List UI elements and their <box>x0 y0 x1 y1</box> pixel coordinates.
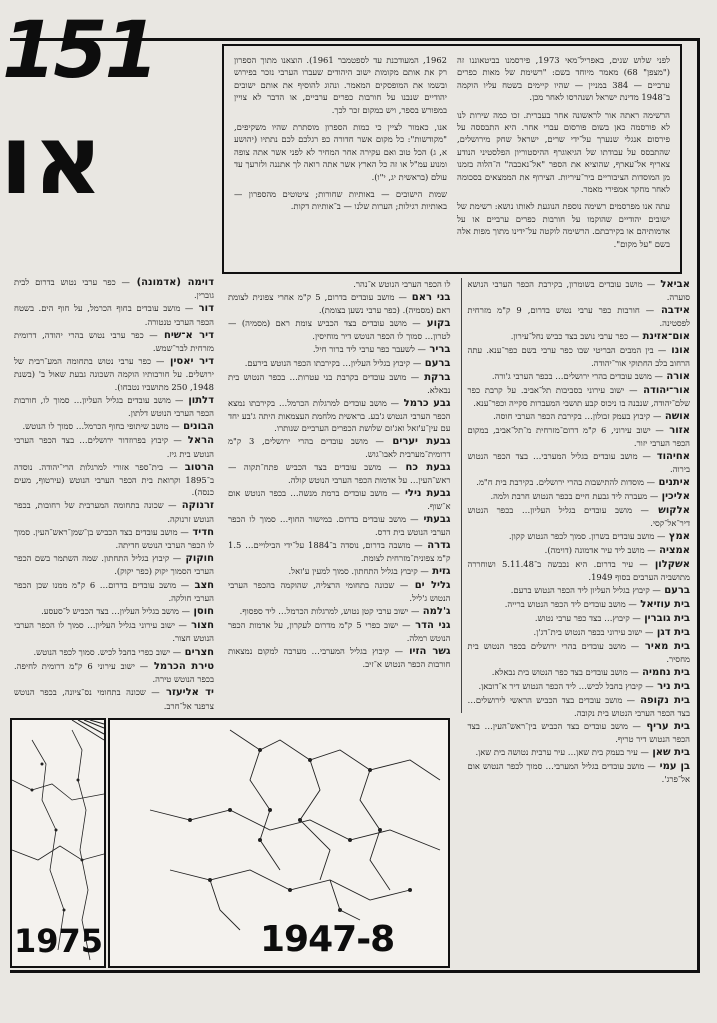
entry <box>228 343 451 356</box>
entry <box>14 552 214 577</box>
entry-name: הרטוב <box>177 461 214 473</box>
entry <box>228 278 451 290</box>
entry-text: — קיבוץ בגליל התחתון. שמה השתמר בשם הכפר הערבי הסמוך יקוק (כפר יקוק). <box>14 553 214 577</box>
entry-name: גשר הזיו <box>403 646 451 657</box>
entry-text: לו הכפר הערבי הנוטש א־נהר. <box>353 279 451 289</box>
entry <box>228 357 451 370</box>
entry <box>468 370 691 383</box>
intro-column-left <box>234 54 447 264</box>
intro-column-right <box>457 54 670 264</box>
entry-name: ג'למה <box>419 606 451 617</box>
intro-right-paragraph: עתה אנו מפרסמים רשימה נוספת הנוגעת לאותו נושא: רשימת של ישובים יהודיים שהוקמו על חורבות כפרים ערביים או על אדמותיהם או בקירבתם. הרשימה לוקטה על־ידינו מתוך מפות אלה בשם "על מקום". <box>457 201 670 249</box>
entry-name: יד אליעזר <box>159 687 214 699</box>
map-1948 <box>108 718 450 968</box>
entry <box>468 584 691 597</box>
entries-column-2 <box>222 278 451 713</box>
entry <box>228 605 451 618</box>
entry <box>228 513 451 538</box>
intro-right-paragraph: הרשימה ראתה אור לראשונה אחר בעברית. זכו כמה שירות לנו לא פורסמה כאן בשום פורסום עברי אחר. היא התבססה על פירסום אנגלי שנערך על־ידי שרים, ישראל שחק מירושלים, שהתבסס על עבודתו של הגיאוגרף ההיסטוריון הפלסטיני הנודע צאריף אל־עארף, שהוציא את הספר "אל־נאכבה" ה־הלוה בזמנו מן המוסדות הציבוריים ביר־עיריות. הצירוף את הממצאים בסכומה לאחר מחקר אמפירי מאמר. <box>457 109 670 195</box>
intro-left-paragraph: 1962, המעודכנת עד לספטמבר 1961). הוצאנו מתוך הספרון רק את אותם מקומות ישוב היהודים שעברו הערבי נזכר בפירוש ובשמו את המופסקים המאמר. ונהוג להוסיף את אותם ישובים יהודיים שנבנו על חורבות כפרים ערביים, או הדבר לא צויין במפורש בספר, ויש במקום זכר לכך. <box>234 55 447 115</box>
entry-text: — מושב עובדים בדרום, 5 ק"מ אחרי צפונית לצומת ראם (מסמיה). (כפר ערבי נשען בצומת). <box>228 292 451 315</box>
entry-name: אלקוש <box>648 505 690 516</box>
entry-name: ברעם <box>660 585 690 596</box>
entry <box>14 461 214 499</box>
entry-name: גדרה <box>422 540 451 551</box>
entry <box>468 344 691 369</box>
entry-name: בני ראם <box>406 292 451 303</box>
entry <box>468 424 691 449</box>
entry-text: — מוסדות להתישבות בהרי ירושלים. בקירבת בית ח"מ. <box>476 477 656 487</box>
entry-name: אורה <box>662 371 690 382</box>
entry <box>228 487 451 512</box>
entry <box>468 530 691 543</box>
entry-name: גבעת כח <box>397 462 451 473</box>
entry-name: אביאל <box>655 279 690 290</box>
entry-text: — קיבוץ בחבל לכיש… ליד הכפר הנטוש דיר א־דובאן. <box>478 681 654 691</box>
entry <box>228 565 451 578</box>
entry-name: אום־אזינת <box>639 331 690 342</box>
entry <box>468 384 691 409</box>
intro-left-paragraph: אנו, כאמור לציין כי כמות הספרון מוסתרת שהיו משקיפים, "מקודשות": כל מקום אשר חדורה כפ רגלכם לכם נתתיו (יהושע א, ג) הכל טוב ואם עקירה אחר המחיר לא לפני אשר אתה צופה ומנוע עמ"ל או זה כל הארץ אשר אתה רואה לך אתננה ולזרעך עד עולם (בראשית יג, י"ו). <box>234 122 447 182</box>
entry <box>468 304 691 329</box>
entry-name: גבעת נילי <box>399 488 451 499</box>
entry-text: — ישוב עירוני בכפר הנטוש בית־דג'ן. <box>533 627 654 637</box>
entry-name: בריר <box>425 344 451 355</box>
entry <box>228 291 451 316</box>
page-number: 151 <box>2 6 156 96</box>
entry-name: בקוע <box>420 318 451 329</box>
entry <box>228 619 451 644</box>
entry-name: בית נחמיה <box>638 667 690 678</box>
entry-text: — מושב עובדים בגליל העליון… סמוך לו, חורבות הכפר הערבי הנוטש דלתון. <box>14 394 214 419</box>
entry-text: — מושבה בדרום, נוסדה ב־1884 על־ידי הבילויים… 1.5 ק"מ צפונית־מזרחית לצומת. <box>228 540 451 563</box>
entry-name: בית ניר <box>653 681 690 692</box>
entry-text: — מושב עובדים בהרי ירושלים, 3 ק"מ דרומית־מערבית לאבו־גוש. <box>228 436 451 459</box>
entry-text: — עיר בדרום. היא נכבשה ב־5.11.48 ושוחררה מתושביה הערבים בסוף 1949. <box>467 559 690 582</box>
entry <box>468 278 691 303</box>
entry-text: — שכונה בתחומי נס־ציונה, בכפר הנוטש צרפנד אל־חרב. <box>14 687 214 711</box>
entry-text: — ישוב כפרי בחבל לכיש. סמוך לכפר הנוטש. <box>33 646 182 657</box>
entry-name: דור <box>193 303 214 315</box>
entry <box>228 397 451 434</box>
entry <box>14 329 214 354</box>
entry-text: — מושב שיתופי בחוף הכרמל… סמוך לו הנוטש. <box>22 421 180 432</box>
entry-text: — מושב עובדים ברמת מנשה… בכפר הנוטש אום א־שוף. <box>228 488 451 511</box>
entry-name: גבע כרמל <box>399 398 451 409</box>
entry-name: חצרים <box>181 646 214 658</box>
entry-text: — מושב עובדים בהרי ירושלים… בכפר הערבי ג'ורה. <box>491 371 663 381</box>
entry-text: — מושב עובדים בשומרון, בקירבת הכפר הערבי הנושא סוערה. <box>467 279 690 302</box>
entry <box>14 579 214 604</box>
entry-text: — מושב עובדים בדרום… 6 ק"מ ממנו שכן הכפר הערבי חולקה. <box>14 579 214 603</box>
entry-text: — מושב עובדים בקרבת בני עטרות… בכפר הנטוש בית נבאלא. <box>228 372 451 395</box>
entry <box>14 394 214 419</box>
entry-text: — מושב עובדים בגליל העליון… בכפר הנטוש דיר־אל־קסי. <box>467 505 690 528</box>
entry-text: — מושב עובדים למרגלות הכרמל… בקירבתו נמצא הכפר הערבי הנטוש ג'בע. בראשית מלחמת העצמאות היתה ג'בע יחד עם עין־ע'זאל ואג'זם שלושת הכפרים הערביים שנותרו. <box>228 398 451 433</box>
entry <box>14 302 214 327</box>
entry <box>468 410 691 423</box>
entry-name: חוקוק <box>181 553 214 565</box>
entry-name: זרנוקה <box>176 500 215 512</box>
entry-text: — מושב עובדים בהרי ירושלים בכפר הנטוש בית מחסיר. <box>467 641 690 664</box>
entry-name: בית מאיר <box>639 641 690 652</box>
entry <box>14 526 214 551</box>
entry <box>468 598 691 611</box>
entry-name: דיר א־שיח <box>157 329 215 341</box>
entry-name: ברעם <box>421 358 451 369</box>
entry <box>468 640 691 665</box>
entry <box>14 434 214 459</box>
entry-text: — מושב עובדים ליד הכפר הנטוש ברייה. <box>504 599 637 609</box>
entry <box>14 499 214 524</box>
entry-name: דלתון <box>183 394 214 406</box>
entry-text: — מושב עובדים בצד הכביש בן־שמן־ראש־העין. סמוך לו הכפר הערבי הנוטש חדיתה. <box>14 526 214 551</box>
entry-text: — שכונה בתחומה המערבית של רחובות, בכפר הנוטש זרנוקה. <box>14 500 214 524</box>
entry-name: ברקת <box>419 372 451 383</box>
entry-name: חצור <box>186 620 214 632</box>
entry <box>468 666 691 679</box>
entry-name: אושה <box>661 411 690 422</box>
entry-text: — קיבוץ בגליל העליון ליד הכפר הנטוש ברעם. <box>510 585 661 595</box>
entry <box>14 276 214 301</box>
map-year-1975: 1975 <box>14 922 104 960</box>
entry-name: דיר יאסין <box>164 356 214 368</box>
entry <box>228 539 451 564</box>
entry-text: — ישוב עירוני בסביבות תל־אביב. על קרבת כפר שלם־יהודה, שנבנה בו ניכוס קבע תושבי המעברות סקייה וכפר־ענא. <box>467 385 690 408</box>
entry-text: — כפר ערבי נטוש בדרום לבית גוברין. <box>14 277 214 301</box>
entry-name: בן עמי <box>655 761 690 772</box>
intro-left-paragraph: שמות הישובים — באותיות שחורות; ציטוטים מהספרון — באותיות רגילות; הערות שלנו — ב־אותיות דקות. <box>234 189 447 212</box>
entry <box>468 746 691 759</box>
entry <box>228 435 451 460</box>
entry <box>14 646 214 659</box>
entry <box>468 330 691 343</box>
entry <box>14 605 214 618</box>
intro-right-paragraph: לפני שלוש שנים, באפריל־מאי 1973, פירסמנו בביטאוננו זה ("מצפן" 68) מאמר מיוחד בשם: "רשימת של מאות כפרים ערביים — 384 במניין — שהיו קיימים בשטח עליו הוקמה ב־1948 מדינת ישראל ושנהרסו לאחר מכן. <box>457 55 670 103</box>
entry-text: — מושב עובדים בדרום. במישור החוף… סמוך לו הכפר הערבי הנוטש בית דרס. <box>228 514 451 537</box>
entry-text: — כפר ערבי נטוש בתחומה המע־רבית של ירושלים. על חורבותיו הוקמה השכונה גבעת שאול ב' (בשנת 1948, 250 מתושביו נטבחו). <box>14 356 214 392</box>
entry-text: — קיבוץ בעמק זבולון… בקירבת הכפר הערבי חוסה. <box>493 411 662 421</box>
entry-text: — קיבוץ בגליל המערבי… מערבה למקום נמצאות חורבות הכפר הנטוש א־זיב. <box>228 646 451 669</box>
entry-name: גליל ים <box>408 580 451 591</box>
entry-text: — כפר ערבי נושב בצד כביש נחל־עירון. <box>510 331 640 341</box>
entry-text: — מושב עובדים בצד הכביש הראשי לירושלים… בצד הכפר הערבי הנטוש בית נקובה. <box>467 695 690 718</box>
heading-letters: או <box>0 104 103 216</box>
entry-text: — בית־ספר אזורי למרגלות הרי־יהודה. נוסדה ב־1895 וקרואת בית הכפר הערבי הנוטש (עירטוף, מעים כנסה). <box>14 461 214 498</box>
entries-block <box>222 278 691 784</box>
entry-text: — שכונה בתחומי הרצליה, שהוקמה בהכפר הערבי הנטוש ג'ליל. <box>228 580 451 603</box>
entry-text: — ישוב עירוני, 6 ק"מ דרום־מזרחית מ־תל־אביב, במקום הכפר הערבי יזור. <box>467 425 690 448</box>
entry-name: אור־יהודה <box>637 385 690 396</box>
entry-text: — ישוב עירוני בגליל העליון… סמוך לו הכפר הערבי הנוטש חצור. <box>14 620 214 644</box>
entry-text: — עיר בעמק בית שאן… עיר ערבית נטושה בית שאן. <box>475 747 649 757</box>
map-year-1948: 1947-8 <box>260 919 395 960</box>
entry-text: — קיבוץ בפרוזדור ירושלים… בצד הכפר הערבי הנוטש בית גיז. <box>14 435 214 459</box>
entry-text: — מושב עובדים בחוף הכרמל, על חוף הים. בשטח הכפר הערבי טנטורה. <box>14 303 214 327</box>
entry-name: אחיהוד <box>650 451 690 462</box>
entry <box>14 660 214 685</box>
entry-text: — ישוב עירוני 6 ק"מ דרומית לחיפה. בכפר הנוטש טירה. <box>14 660 214 685</box>
entry-text: — חורבות כפר ערבי נטוש בדרום, 9 ק"מ מזרחית לפסטינה. <box>467 305 690 328</box>
entry-text: — ישוב כפרי 5 ק"מ מדרום לעקרון, על אדמות הכפר הנוטש רמלה. <box>228 620 451 643</box>
entry <box>468 476 691 489</box>
entry-name: אליכין <box>658 491 690 502</box>
entry <box>468 694 691 719</box>
entry-name: אמץ <box>665 531 690 542</box>
entry-name: גני הדר <box>410 620 451 631</box>
entry <box>14 355 214 393</box>
entry-name: בית גוברין <box>640 613 690 624</box>
entry-name: הבונים <box>179 421 214 433</box>
entry-text: — מושב ליד עיר אדמונה (דוימה). <box>544 545 656 555</box>
entries-column-1 <box>461 278 691 784</box>
entry-name: בית עוזיאל <box>636 599 690 610</box>
entry-name: טירת הכרמל <box>148 660 215 672</box>
entry-text: — לשעבר כפר ערבי ליד ברור חיל. <box>312 344 426 354</box>
entry-name: חדיד <box>188 526 214 538</box>
entry <box>468 680 691 693</box>
entry <box>468 504 691 529</box>
entry <box>228 461 451 486</box>
entry-text: — ישוב ערבי קטן נטוש, למרגלות הכרמל… ליד ספסוף. <box>239 606 420 616</box>
entry <box>468 544 691 557</box>
entry-name: איתנים <box>655 477 690 488</box>
intro-box <box>222 44 682 274</box>
entry-text: — כפר ערבי נטוש בהרי יהודה, דרומית מזרחית לבר־שמש. <box>14 329 214 354</box>
entry <box>468 558 691 583</box>
entry-name: אמציה <box>655 545 690 556</box>
entry <box>228 317 451 342</box>
entry-name: חוסן <box>189 606 214 618</box>
entry <box>468 490 691 503</box>
entry-name: גבעת יערים <box>383 436 451 447</box>
entry-name: חצב <box>189 579 215 591</box>
entry-name: בית עריף <box>640 721 690 732</box>
entry <box>468 720 691 745</box>
entry-text: — קיבוץ בגליל העליון… בקירבתו הכפר הנוטש בירעם. <box>244 358 422 368</box>
entry-text: — מושב עובדים בצד הכביש פתח־תקוה — ראש־העין… על אדמות הכפר הערבי הנוטש קולה. <box>228 462 451 485</box>
entry-text: — מושב עובדים בצד כפר הנטוש בית נבאלא. <box>491 667 639 677</box>
entry <box>468 450 691 475</box>
entry-name: בית נקופה <box>635 695 690 706</box>
entry-name: אונו <box>666 345 690 356</box>
entry-name: גזית <box>428 566 451 577</box>
entry-name: הראל <box>181 435 215 447</box>
entry-text: — מושב עובדים בגליל המערבי… בצד הכפר הנטוש בירוה. <box>467 451 690 474</box>
entry-name: בית שאן <box>648 747 690 758</box>
entry <box>468 612 691 625</box>
entry-name: אידבה <box>654 305 691 316</box>
entry-text: — מושב בגליל העליון… בצד הכביש ל־סעסע. <box>41 606 190 617</box>
entry <box>228 645 451 670</box>
map-1975 <box>10 718 106 968</box>
entry <box>14 619 214 644</box>
entry-text: — קיבוץ… בצד כפר ערבי נטוש. <box>534 613 641 623</box>
entry-text: — מעברה ליד גבעת חיים בכפר הנטוש חרבת ולמה. <box>490 491 659 501</box>
entries-column-left <box>14 276 214 716</box>
entry-name: בית דגן <box>653 627 690 638</box>
entry-name: אזור <box>663 425 690 436</box>
entry-text: — מושב עובדים בצד הכביש צומת ראם (מסמיה) — לטרון… סמוך לו הכפר הנוטש דיר מוחיסין. <box>228 318 451 341</box>
entry-text: — מושב עובדים בגליל המערבי… סמוך לכפר הנטוש אום אל־פרג'. <box>467 761 690 784</box>
entry <box>14 686 214 711</box>
entry <box>228 371 451 396</box>
entry <box>468 760 691 785</box>
entry-text: — קיבוץ בגליל התחתון. סמוך למעין ע'זאל. <box>288 566 429 576</box>
entry <box>228 579 451 604</box>
entry <box>14 420 214 433</box>
entry-name: אשקלון <box>647 559 691 570</box>
entry-text: — בין המבים הבריטי שבו כפר ערבי בשם כפר־ענא. עתה הרחוב בלב החתוקי אור־יהודה. <box>467 345 690 368</box>
entry <box>468 626 691 639</box>
entry-text: — מושב עובדים בצד הכביש בין־ראש־העין… בצד הכפר הנטוש דיר טריף. <box>467 721 690 744</box>
entry-name: גבעתי <box>418 514 451 525</box>
entry-name: דוימה (אדמונה) <box>129 277 214 288</box>
entry-text: — מושב עובדים בשרון. סמוך לכפר הנטוש קקון. <box>508 531 666 541</box>
